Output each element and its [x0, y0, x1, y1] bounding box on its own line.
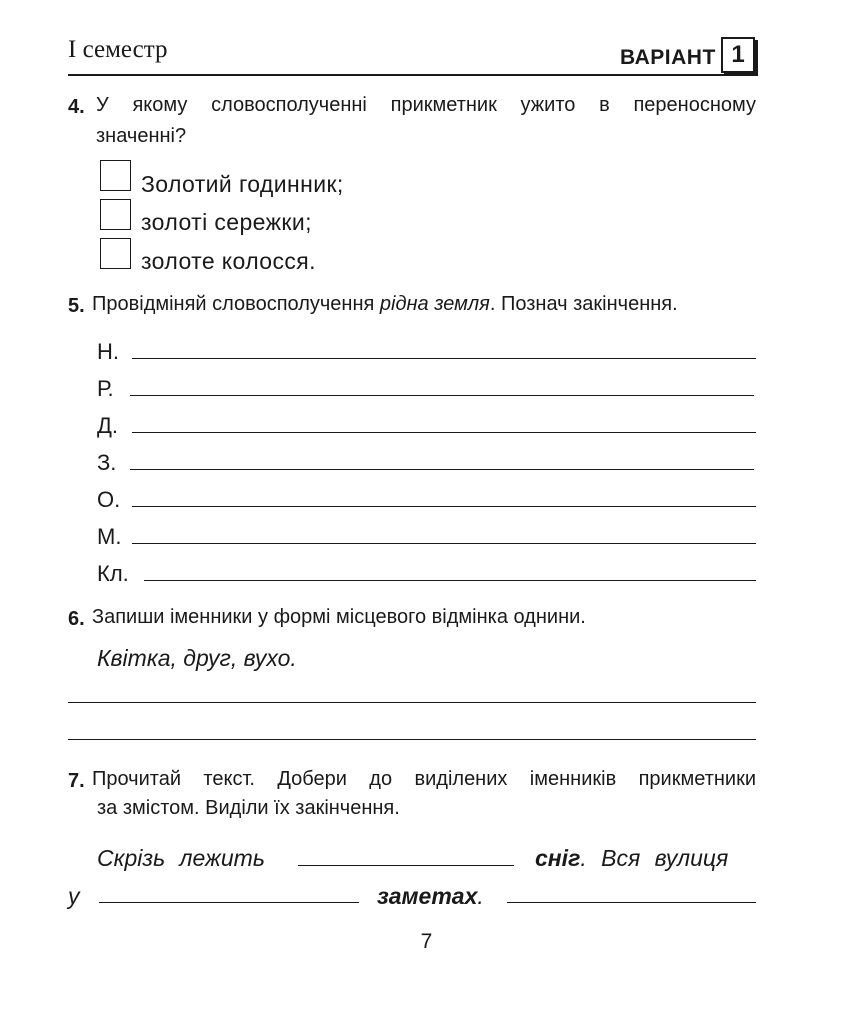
- q6-text: Запиши іменники у формі місцевого відмінка однини.: [92, 606, 586, 628]
- q7-text-line1: Прочитай текст. Добери до виділених іменників прикметники: [92, 768, 756, 790]
- q5-text: [92, 289, 678, 320]
- q5-answer-line-genitive[interactable]: [130, 395, 754, 396]
- q5-answer-line-locative[interactable]: [132, 543, 756, 544]
- q4-option3-label: золоте колосся.: [141, 248, 316, 274]
- q5-answer-line-accusative[interactable]: [130, 469, 754, 470]
- q6-answer-line-2[interactable]: [68, 739, 756, 740]
- q7-number: 7.: [68, 770, 85, 792]
- q7-sentence-part2: . Вся вулиця: [580, 845, 729, 871]
- q7-blank-1[interactable]: [298, 865, 514, 866]
- q5-number: 5.: [68, 295, 85, 317]
- variant-number-box: 1: [721, 37, 755, 73]
- q5-text-phrase: рідна земля: [379, 293, 490, 315]
- q5-answer-line-instrumental[interactable]: [132, 506, 756, 507]
- q5-answer-line-dative[interactable]: [132, 432, 756, 433]
- q5-case-nominative: Н.: [97, 339, 119, 364]
- q4-option1-label: Золотий годинник;: [141, 171, 344, 197]
- q7-noun1-group: [535, 845, 728, 872]
- q5-answer-line-nominative[interactable]: [132, 358, 756, 359]
- q4-option1-checkbox[interactable]: [100, 160, 131, 191]
- q7-noun2: заметах: [377, 883, 478, 909]
- q5-case-dative: Д.: [97, 413, 119, 438]
- q7-sentence-part1: Скрізь лежить: [97, 845, 265, 871]
- q5-case-genitive: Р.: [97, 376, 114, 401]
- q7-sentence-part3: у: [68, 883, 80, 909]
- q7-noun1: сніг: [535, 845, 581, 871]
- q5-case-locative: М.: [97, 524, 122, 549]
- page-number: 7: [420, 930, 433, 953]
- header-divider: [68, 74, 756, 76]
- q4-number: 4.: [68, 96, 85, 118]
- q4-option2-checkbox[interactable]: [100, 199, 131, 230]
- q4-option2-label: золоті сережки;: [141, 209, 312, 235]
- q4-text-line1: У якому словосполученні прикметник ужито в переносному: [96, 94, 756, 116]
- q6-answer-line-1[interactable]: [68, 702, 756, 703]
- q7-blank-3[interactable]: [507, 902, 756, 903]
- q6-number: 6.: [68, 608, 85, 630]
- variant-label: ВАРІАНТ: [620, 46, 716, 69]
- q5-case-instrumental: О.: [97, 487, 121, 512]
- q4-text-line2: значенні?: [96, 125, 187, 147]
- q6-words: Квітка, друг, вухо.: [97, 645, 297, 671]
- q7-noun2-group: [377, 883, 484, 910]
- q7-sentence-part4: .: [477, 883, 484, 909]
- q7-text-line2: за змістом. Виділи їх закінчення.: [97, 797, 400, 819]
- q5-case-accusative: З.: [97, 450, 117, 475]
- q5-answer-line-vocative[interactable]: [144, 580, 756, 581]
- semester-title: I семестр: [68, 36, 168, 63]
- q5-case-vocative: Кл.: [97, 561, 129, 586]
- q5-text-after: . Познач закінчення.: [489, 293, 678, 315]
- q5-text-before: Провідміняй словосполучення: [92, 293, 380, 315]
- q7-blank-2[interactable]: [99, 902, 359, 903]
- q4-option3-checkbox[interactable]: [100, 238, 131, 269]
